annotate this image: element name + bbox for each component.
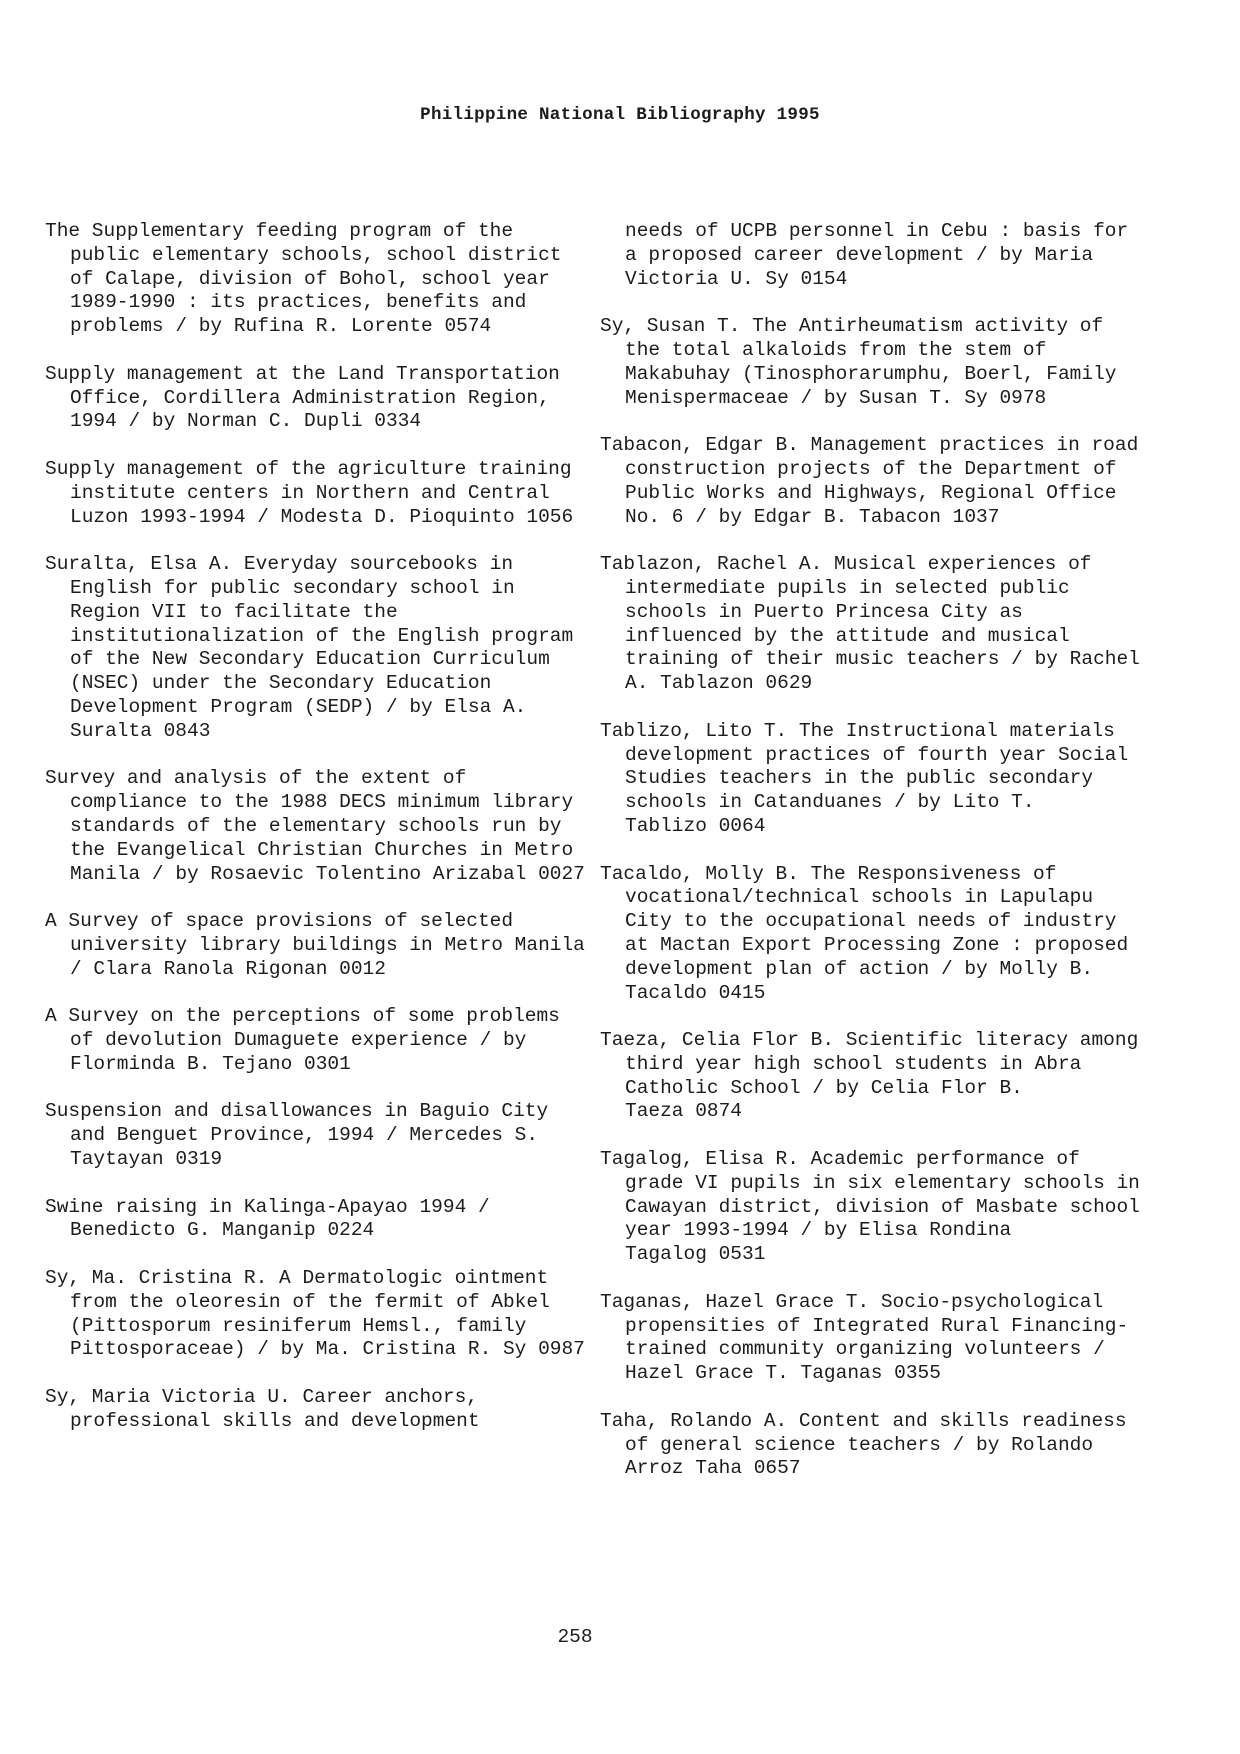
entry-citation: Tagalog, Elisa R. Academic performance of grade VI pupils in six elementary schools in Cawayan district, division of Masbate school year 1993-1994 / by Elisa Rondina Tagalog: [600, 1148, 1140, 1266]
entry-number: 0987: [538, 1338, 585, 1361]
entry-citation: Suspension and disallowances in Baguio City and Benguet Province, 1994 / Mercedes S. Taytayan: [45, 1100, 549, 1171]
entry-citation: Taganas, Hazel Grace T. Socio-psychological propensities of Integrated Rural Financing-trained community organizing volunteers / Hazel Grace T. Taganas: [600, 1290, 1129, 1385]
page-title: Philippine National Bibliography 1995: [420, 105, 820, 125]
entry-number: 0629: [765, 672, 813, 695]
bibliography-entry: [45, 1100, 585, 1171]
bibliography-entry: [45, 1267, 585, 1362]
entry-number: 1037: [952, 505, 1000, 528]
entry-citation: Sy, Maria Victoria U. Career anchors, professional skills and development: [45, 1386, 480, 1432]
right-column: [600, 220, 1140, 1505]
entry-citation: The Supplementary feeding program of the public elementary schools, school district of Calape, division of Bohol, school year 1989-1990 : its practices, benefits and problems / by Rufina R. Lorente: [45, 220, 562, 338]
entry-number: 0319: [175, 1148, 223, 1171]
bibliography-entry: [600, 863, 1140, 1006]
entry-number: 0355: [894, 1362, 941, 1385]
bibliography-entry: [45, 767, 585, 886]
entry-citation: Survey and analysis of the extent of compliance to the 1988 DECS minimum library standards of the elementary schools run by the Evangelical Christian Churches in Metro Manila / by Rosaevic Tolentino Arizabal: [45, 767, 574, 885]
entry-citation: Swine raising in Kalinga-Apayao 1994 / Benedicto G. Manganip: [45, 1195, 490, 1242]
bibliography-entry: [45, 910, 585, 981]
entry-number: 0224: [327, 1219, 375, 1242]
entry-citation: Tacaldo, Molly B. The Responsiveness of vocational/technical schools in Lapulapu City to the occupational needs of industry at Mactan Export Processing Zone : proposed development plan of action / by Molly B. Tacaldo: [600, 862, 1129, 1004]
entry-number: 0334: [374, 410, 422, 433]
bibliography-entry: [600, 1148, 1140, 1267]
entry-citation: Taeza, Celia Flor B. Scientific literacy among third year high school students in Abra Catholic School / by Celia Flor B. Taeza: [600, 1029, 1139, 1123]
entry-number: 0064: [718, 814, 766, 837]
bibliography-entry: [45, 363, 585, 434]
entry-citation: Sy, Ma. Cristina R. A Dermatologic ointment from the oleoresin of the fermit of Abkel (Pittosporum resiniferum Hemsl., family Pittosporaceae) / by Ma. Cristina R. Sy: [45, 1267, 550, 1361]
entry-number: 0574: [444, 315, 492, 338]
bibliography-entry: [600, 434, 1140, 529]
entry-number: 1056: [526, 505, 574, 528]
entry-number: 0154: [800, 267, 848, 290]
entry-citation: needs of UCPB personnel in Cebu : basis for a proposed career development / by Maria Victoria U. Sy: [625, 220, 1129, 290]
entry-citation: Tablazon, Rachel A. Musical experiences of intermediate pupils in selected public schools in Puerto Princesa City as influenced by the attitude and musical training of their music teachers / by Rachel A. Tablazon: [600, 553, 1140, 695]
bibliography-entry: [600, 1029, 1140, 1124]
bibliography-entry: [600, 720, 1140, 839]
entry-number: 0874: [695, 1100, 743, 1123]
entry-number: 0027: [538, 862, 585, 885]
bibliography-entry: [45, 220, 585, 339]
entry-citation: Taha, Rolando A. Content and skills readiness of general science teachers / by Rolando Arroz Taha: [600, 1409, 1127, 1480]
bibliography-entry: [600, 315, 1140, 410]
entry-citation: Tabacon, Edgar B. Management practices in road construction projects of the Department of Public Works and Highways, Regional Office No. 6 / by Edgar B. Tabacon: [600, 434, 1139, 528]
bibliography-entry: [45, 553, 585, 743]
entry-citation: Sy, Susan T. The Antirheumatism activity of the total alkaloids from the stem of Makabuhay (Tinosphorarumphu, Boerl, Family Menispermaceae / by Susan T. Sy: [600, 315, 1117, 409]
page-number: 258: [557, 1626, 593, 1648]
entry-number: 0978: [999, 386, 1047, 409]
bibliography-entry: [45, 458, 585, 529]
entry-number: 0415: [718, 981, 766, 1004]
bibliography-entry: [45, 1005, 585, 1076]
entry-citation: Supply management of the agriculture training institute centers in Northern and Central Luzon 1993-1994 / Modesta D. Pioquinto: [45, 457, 572, 528]
entry-number: 0531: [718, 1243, 766, 1266]
entry-citation: Suralta, Elsa A. Everyday sourcebooks in English for public secondary school in Region VII to facilitate the institutionalization of the English program of the New Secondary Education Curriculum (NSEC) under the Secondary Education Development Program (SEDP) / by Elsa A. Suralta: [45, 553, 574, 742]
entry-number: 0843: [163, 719, 211, 742]
entry-number: 0301: [304, 1052, 351, 1075]
entry-citation: A Survey on the perceptions of some problems of devolution Dumaguete experience / by Florminda B. Tejano: [45, 1005, 560, 1075]
entry-citation: A Survey of space provisions of selected university library buildings in Metro Manila / Clara Ranola Rigonan: [45, 910, 585, 980]
bibliography-entry: [600, 1410, 1140, 1481]
bibliography-entry-continued: [600, 220, 1140, 291]
bibliography-entry: [600, 1291, 1140, 1386]
entry-citation: Supply management at the Land Transportation Office, Cordillera Administration Region, 1994 / by Norman C. Dupli: [45, 362, 560, 433]
left-column: [45, 220, 585, 1457]
bibliography-entry: [45, 1386, 585, 1434]
entry-number: 0657: [753, 1457, 801, 1480]
entry-citation: Tablizo, Lito T. The Instructional materials development practices of fourth year Social Studies teachers in the public secondary schools in Catanduanes / by Lito T. Tablizo: [600, 719, 1129, 837]
bibliography-entry: [600, 553, 1140, 696]
entry-number: 0012: [339, 957, 386, 980]
bibliography-entry: [45, 1196, 585, 1244]
